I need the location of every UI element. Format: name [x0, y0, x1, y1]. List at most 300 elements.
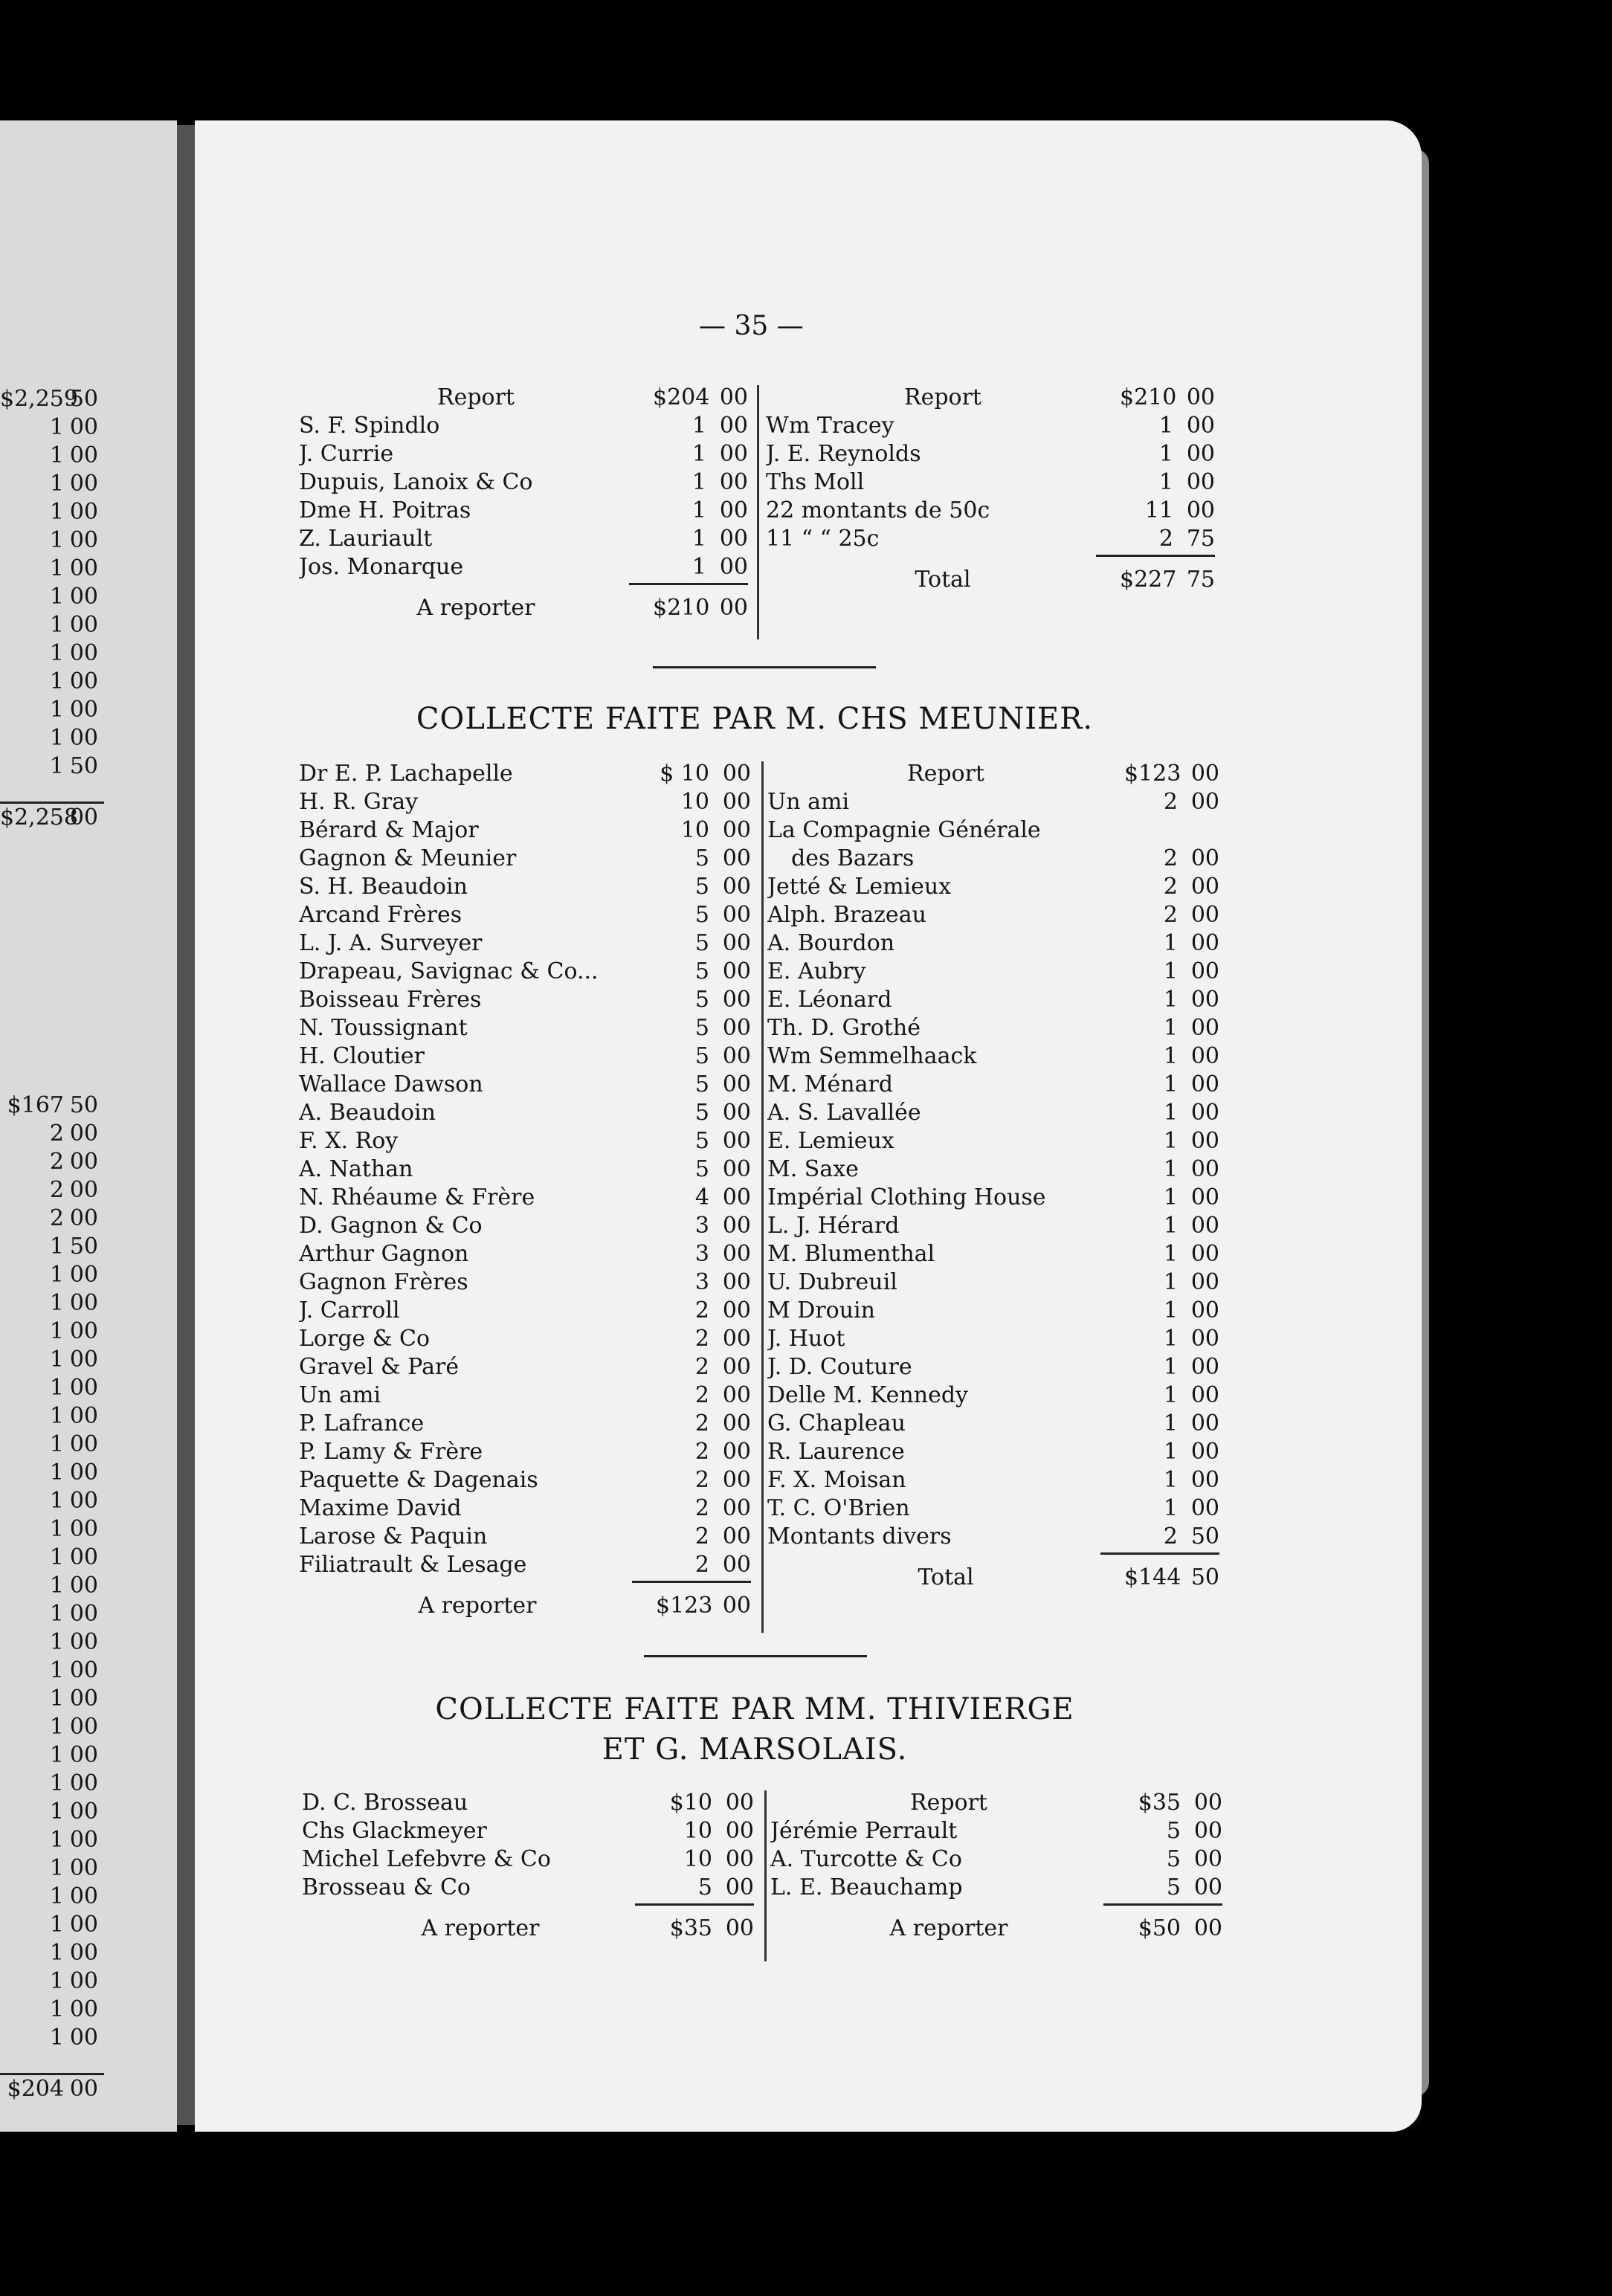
amount-dollars: 2 [694, 1495, 709, 1521]
contributor-name: Filiatrault & Lesage [299, 1552, 527, 1578]
amount-dollars: 1 [49, 1290, 64, 1316]
ledger-row [767, 1494, 1219, 1523]
amount-cents: 00 [1190, 1326, 1219, 1352]
contributor-name: Dupuis, Lanoix & Co [299, 469, 533, 495]
amount-dollars: $2,259 [0, 386, 78, 412]
amount-cents: 00 [719, 554, 748, 580]
previous-page-amount [0, 1402, 104, 1431]
amount-dollars: 1 [49, 1431, 64, 1457]
contributor-name: G. Chapleau [767, 1410, 906, 1436]
amount-dollars: 2 [694, 1354, 709, 1380]
amount-dollars: 1 [1163, 1184, 1178, 1210]
amount-cents: 00 [719, 526, 748, 552]
book-spine [177, 125, 195, 2125]
amount-cents: 00 [1186, 441, 1215, 467]
amount-dollars: 1 [49, 1742, 64, 1768]
contributor-name: E. Lemieux [767, 1128, 894, 1154]
ledger-row [767, 1268, 1219, 1297]
ledger-row [302, 1874, 754, 1902]
contributor-name: T. C. O'Brien [767, 1495, 910, 1521]
contributor-name: Delle M. Kennedy [767, 1382, 968, 1408]
contributor-name: Arcand Frères [299, 902, 462, 928]
previous-page-amount [0, 1261, 104, 1289]
section-rule [644, 1655, 867, 1657]
amount-dollars: 5 [694, 874, 709, 900]
meunier-right-ledger [767, 760, 1219, 1597]
amount-dollars: 1 [49, 1968, 64, 1994]
amount-dollars: 1 [49, 1573, 64, 1599]
previous-page-total [0, 2073, 104, 2103]
contributor-name: M Drouin [767, 1297, 875, 1323]
amount-cents: 00 [1190, 1071, 1219, 1097]
amount-cents: 00 [69, 584, 98, 610]
amount-dollars: 1 [49, 1770, 64, 1796]
amount-cents: 00 [69, 1714, 98, 1740]
amount-cents: 00 [69, 1120, 98, 1147]
amount-dollars: 5 [694, 958, 709, 984]
contributor-name: D. C. Brosseau [302, 1790, 468, 1816]
ledger-row [299, 760, 751, 788]
ledger-row [767, 1240, 1219, 1268]
amount-cents: 00 [722, 1156, 751, 1182]
amount-dollars: 1 [49, 471, 64, 497]
amount-dollars: 1 [49, 1601, 64, 1627]
amount-cents: 00 [69, 2025, 98, 2051]
amount-cents: 00 [1190, 1015, 1219, 1041]
amount-dollars: 1 [1163, 1297, 1178, 1323]
amount-dollars: $204 [653, 384, 710, 410]
amount-cents: 00 [722, 1269, 751, 1295]
amount-cents: 00 [725, 1790, 754, 1816]
amount-dollars: 1 [49, 1262, 64, 1288]
contributor-name: Jérémie Perrault [770, 1818, 958, 1844]
amount-cents: 00 [69, 1318, 98, 1344]
contributor-name: Montants divers [767, 1523, 952, 1550]
ledger-row [299, 1042, 751, 1071]
amount-dollars: 5 [694, 902, 709, 928]
previous-page-amount [0, 1770, 104, 1798]
amount-cents: 00 [722, 1552, 751, 1578]
amount-cents: 00 [722, 817, 751, 843]
contributor-name: A. Turcotte & Co [770, 1846, 962, 1872]
ledger-row [767, 1297, 1219, 1325]
previous-page-amount [0, 413, 104, 442]
ledger-row [299, 1099, 751, 1127]
contributor-name: Michel Lefebvre & Co [302, 1846, 551, 1872]
amount-cents: 00 [69, 1488, 98, 1514]
amount-dollars: 2 [694, 1382, 709, 1408]
ledger-row [767, 1438, 1219, 1466]
ledger-row [299, 525, 748, 553]
thivierge-left-ledger [302, 1789, 754, 1948]
ledger-row [767, 845, 1219, 873]
amount-cents: 00 [1190, 1156, 1219, 1182]
ledger-row [299, 440, 748, 468]
amount-cents: 00 [722, 1326, 751, 1352]
amount-dollars: 1 [49, 1657, 64, 1683]
amount-dollars: 1 [49, 1403, 64, 1429]
previous-page-amount [0, 1176, 104, 1205]
ledger-row [770, 1874, 1222, 1902]
contributor-name: Ths Moll [766, 469, 865, 495]
total-dollars: $204 [7, 2076, 64, 2102]
amount-cents: 00 [722, 1354, 751, 1380]
previous-page-amount [0, 555, 104, 583]
amount-cents: 00 [722, 1495, 751, 1521]
ledger-row [299, 929, 751, 958]
ledger-row [767, 1127, 1219, 1155]
contributor-name: H. R. Gray [299, 789, 419, 815]
amount-dollars: 4 [694, 1184, 709, 1210]
amount-cents: 00 [69, 1968, 98, 1994]
contributor-name: F. X. Moisan [767, 1467, 906, 1493]
contributor-name: Z. Lauriault [299, 526, 433, 552]
amount-cents: 00 [1193, 1874, 1222, 1900]
previous-page-amount [0, 1967, 104, 1996]
contributor-name: Dme H. Poitras [299, 497, 471, 523]
total-label: A reporter [418, 1593, 537, 1619]
contributor-name: Boisseau Frères [299, 987, 482, 1013]
ledger-row [299, 1297, 751, 1325]
amount-cents: 00 [1190, 1213, 1219, 1239]
amount-cents: 00 [69, 1205, 98, 1231]
amount-cents: 00 [722, 789, 751, 815]
amount-dollars: 1 [49, 753, 64, 779]
amount-cents: 00 [722, 902, 751, 928]
amount-dollars: 5 [694, 845, 709, 871]
ledger-row [766, 440, 1215, 468]
contributor-name: Lorge & Co [299, 1326, 431, 1352]
contributor-name: A. Bourdon [767, 930, 895, 956]
amount-cents: 00 [1190, 845, 1219, 871]
previous-page-amount [0, 470, 104, 498]
amount-cents: 00 [722, 987, 751, 1013]
top-right-ledger [766, 384, 1215, 599]
amount-dollars: 1 [49, 1375, 64, 1401]
amount-cents: 00 [69, 1601, 98, 1627]
contributor-name: Gagnon & Meunier [299, 845, 517, 871]
total-cents: 00 [725, 1915, 754, 1941]
ledger-row [302, 1789, 754, 1817]
total-cents: 75 [1186, 567, 1215, 593]
amount-dollars: 2 [49, 1120, 64, 1147]
ledger-row [299, 1212, 751, 1240]
amount-cents: 00 [69, 1460, 98, 1486]
contributor-name: A. Nathan [299, 1156, 413, 1182]
amount-cents: 00 [1190, 789, 1219, 815]
amount-dollars: 2 [49, 1177, 64, 1203]
amount-dollars: 1 [1163, 958, 1178, 984]
amount-dollars: 5 [694, 930, 709, 956]
ledger-row [767, 1212, 1219, 1240]
amount-dollars: 10 [680, 789, 709, 815]
top-left-ledger [299, 384, 748, 628]
amount-dollars: 5 [694, 1015, 709, 1041]
amount-dollars: 2 [1158, 526, 1173, 552]
ledger-row [299, 1184, 751, 1212]
ledger-row [767, 816, 1219, 845]
amount-cents: 00 [722, 958, 751, 984]
ledger-total-row [767, 1551, 1219, 1597]
previous-page-amount [0, 1431, 104, 1459]
amount-cents: 00 [719, 441, 748, 467]
amount-cents: 00 [722, 1467, 751, 1493]
page-number: — 35 — [699, 311, 804, 341]
section-heading-thivierge-line2: ET G. MARSOLAIS. [602, 1732, 908, 1767]
contributor-name: Brosseau & Co [302, 1874, 471, 1900]
contributor-name: N. Toussignant [299, 1015, 468, 1041]
previous-page-amount [0, 1826, 104, 1854]
contributor-name: Dr E. P. Lachapelle [299, 761, 513, 787]
amount-dollars: 1 [49, 640, 64, 666]
column-divider [757, 385, 759, 639]
previous-page-amount [0, 498, 104, 526]
amount-cents: 00 [69, 1686, 98, 1712]
previous-page-column-1 [0, 385, 104, 832]
amount-dollars: 2 [1163, 874, 1178, 900]
ledger-row [770, 1845, 1222, 1874]
ledger-row [766, 468, 1215, 497]
amount-dollars: 1 [1163, 1043, 1178, 1069]
total-dollars: $2,258 [0, 804, 78, 831]
ledger-row [767, 1042, 1219, 1071]
section-heading-meunier: COLLECTE FAITE PAR M. CHS MEUNIER. [416, 702, 1094, 736]
contributor-name: J. Carroll [299, 1297, 400, 1323]
previous-page-amount [0, 611, 104, 639]
contributor-name: 22 montants de 50c [766, 497, 990, 523]
amount-dollars: 5 [694, 1043, 709, 1069]
ledger-row [299, 1381, 751, 1410]
ledger-row [299, 845, 751, 873]
amount-dollars: 2 [1163, 902, 1178, 928]
amount-dollars: 1 [1163, 1241, 1178, 1267]
ledger-row [299, 816, 751, 845]
contributor-name: P. Lafrance [299, 1410, 425, 1436]
amount-dollars: 1 [49, 1347, 64, 1373]
contributor-name: Report [903, 384, 981, 410]
previous-page-amount [0, 1233, 104, 1261]
amount-dollars: 1 [49, 612, 64, 638]
ledger-row [766, 412, 1215, 440]
amount-dollars: 2 [1163, 1523, 1178, 1550]
ledger-row [299, 497, 748, 525]
contributor-name: P. Lamy & Frère [299, 1439, 483, 1465]
amount-dollars: 2 [694, 1326, 709, 1352]
amount-cents: 00 [1190, 1100, 1219, 1126]
total-dollars: $123 [656, 1593, 713, 1619]
amount-dollars: 1 [1163, 1269, 1178, 1295]
amount-dollars: 1 [1163, 987, 1178, 1013]
previous-page-amount [0, 1205, 104, 1233]
ledger-row [766, 384, 1215, 412]
contributor-name: F. X. Roy [299, 1128, 399, 1154]
section-heading-thivierge-line1: COLLECTE FAITE PAR MM. THIVIERGE [435, 1692, 1074, 1726]
total-cents: 00 [69, 2076, 98, 2102]
total-cents: 00 [722, 1593, 751, 1619]
previous-page-total [0, 802, 104, 832]
amount-cents: 00 [69, 1177, 98, 1203]
amount-dollars: 1 [49, 1234, 64, 1260]
amount-cents: 00 [1190, 1128, 1219, 1154]
contributor-name: A. Beaudoin [299, 1100, 436, 1126]
total-dollars: $227 [1120, 567, 1177, 593]
amount-dollars: 1 [49, 697, 64, 723]
contributor-name: La Compagnie Générale [767, 817, 1041, 843]
ledger-row [299, 1410, 751, 1438]
amount-dollars: 11 [1144, 497, 1173, 523]
contributor-name: 11 “ “ 25c [766, 526, 880, 552]
ledger-row [766, 525, 1215, 553]
amount-dollars: 1 [49, 584, 64, 610]
previous-page-amount [0, 1883, 104, 1911]
ledger-row [767, 1381, 1219, 1410]
ledger-row [770, 1817, 1222, 1845]
amount-dollars: 2 [694, 1410, 709, 1436]
amount-dollars: 1 [49, 1629, 64, 1655]
ledger-row [299, 1466, 751, 1494]
contributor-name: Report [906, 761, 984, 787]
amount-cents: 00 [1190, 1269, 1219, 1295]
amount-dollars: 2 [1163, 845, 1178, 871]
amount-cents: 00 [1190, 874, 1219, 900]
amount-cents: 00 [69, 1375, 98, 1401]
amount-dollars: 1 [49, 1516, 64, 1542]
previous-page-amount [0, 583, 104, 611]
amount-dollars: 5 [1166, 1874, 1181, 1900]
previous-page-amount [0, 1741, 104, 1770]
amount-dollars: 1 [1163, 1015, 1178, 1041]
amount-cents: 00 [1193, 1790, 1222, 1816]
total-cents: 00 [1193, 1915, 1222, 1941]
amount-cents: 00 [722, 1184, 751, 1210]
amount-dollars: 5 [694, 1100, 709, 1126]
total-label: Total [918, 1564, 974, 1590]
amount-dollars: 1 [691, 441, 706, 467]
contributor-name: Un ami [299, 1382, 381, 1408]
amount-cents: 00 [69, 1431, 98, 1457]
amount-cents: 00 [69, 1996, 98, 2022]
previous-page-amount [0, 1148, 104, 1176]
total-label: A reporter [416, 595, 535, 621]
amount-cents: 00 [69, 1516, 98, 1542]
amount-dollars: 1 [49, 1940, 64, 1966]
amount-cents: 00 [69, 1770, 98, 1796]
ledger-row [299, 1240, 751, 1268]
amount-cents: 00 [69, 1403, 98, 1429]
contributor-name: Wm Tracey [766, 413, 894, 439]
total-label: A reporter [889, 1915, 1008, 1941]
previous-page-amount [0, 442, 104, 470]
amount-dollars: 1 [1163, 1071, 1178, 1097]
previous-page-amount [0, 1854, 104, 1883]
total-dollars: $50 [1138, 1915, 1181, 1941]
ledger-row [767, 1523, 1219, 1551]
amount-dollars: 1 [1163, 1410, 1178, 1436]
amount-dollars: 1 [49, 555, 64, 581]
amount-dollars: 1 [49, 1996, 64, 2022]
amount-cents: 00 [722, 761, 751, 787]
amount-cents: 00 [69, 414, 98, 440]
ledger-row [302, 1845, 754, 1874]
amount-dollars: $ 10 [660, 761, 709, 787]
ledger-row [767, 873, 1219, 901]
ledger-row [767, 788, 1219, 816]
amount-cents: 00 [722, 1015, 751, 1041]
ledger-row [767, 986, 1219, 1014]
amount-dollars: 1 [1163, 930, 1178, 956]
amount-cents: 00 [722, 845, 751, 871]
amount-dollars: 5 [1166, 1818, 1181, 1844]
amount-dollars: 5 [694, 1071, 709, 1097]
amount-dollars: $10 [669, 1790, 712, 1816]
contributor-name: Jos. Monarque [299, 554, 464, 580]
amount-cents: 00 [1186, 384, 1215, 410]
amount-dollars: 1 [691, 554, 706, 580]
ledger-row [299, 1127, 751, 1155]
previous-page-amount [0, 1487, 104, 1515]
amount-cents: 00 [69, 725, 98, 751]
amount-dollars: 5 [694, 1128, 709, 1154]
contributor-name: Un ami [767, 789, 850, 815]
amount-cents: 00 [1190, 1467, 1219, 1493]
contributor-name: Wallace Dawson [299, 1071, 483, 1097]
contributor-name: Maxime David [299, 1495, 462, 1521]
ledger-row [767, 760, 1219, 788]
amount-cents: 50 [69, 386, 98, 412]
contributor-name: Th. D. Grothé [767, 1015, 921, 1041]
ledger-row [299, 1325, 751, 1353]
previous-page-amount [0, 1515, 104, 1544]
amount-dollars: 1 [49, 527, 64, 553]
section-rule [653, 666, 876, 668]
contributor-name: Arthur Gagnon [299, 1241, 469, 1267]
contributor-name: H. Cloutier [299, 1043, 425, 1069]
contributor-name: M. Saxe [767, 1156, 859, 1182]
previous-page-amount [0, 752, 104, 781]
amount-dollars: 1 [691, 469, 706, 495]
amount-cents: 00 [722, 930, 751, 956]
amount-dollars: 1 [1158, 441, 1173, 467]
amount-dollars: 1 [49, 1827, 64, 1853]
ledger-row [299, 1494, 751, 1523]
amount-dollars: 1 [1163, 1213, 1178, 1239]
column-divider [761, 761, 764, 1633]
previous-page-amount [0, 696, 104, 724]
amount-dollars: 5 [694, 1156, 709, 1182]
previous-page-amount [0, 1600, 104, 1628]
amount-dollars: 1 [49, 668, 64, 694]
amount-dollars: 1 [49, 1460, 64, 1486]
contributor-name: M. Blumenthal [767, 1241, 935, 1267]
amount-cents: 00 [722, 1410, 751, 1436]
ledger-row [299, 958, 751, 986]
amount-cents: 00 [722, 1382, 751, 1408]
amount-cents: 00 [722, 874, 751, 900]
contributor-name: E. Aubry [767, 958, 866, 984]
amount-dollars: 1 [1158, 469, 1173, 495]
contributor-name: Report [909, 1790, 987, 1816]
amount-cents: 00 [1190, 1495, 1219, 1521]
amount-cents: 00 [1190, 1241, 1219, 1267]
previous-page-column-2 [0, 1091, 104, 2103]
contributor-name: des Bazars [791, 845, 915, 871]
previous-page-amount [0, 1459, 104, 1487]
amount-cents: 00 [722, 1297, 751, 1323]
amount-dollars: 1 [49, 1883, 64, 1909]
amount-cents [1188, 816, 1219, 845]
amount-cents: 00 [69, 527, 98, 553]
previous-page-amount [0, 1628, 104, 1657]
